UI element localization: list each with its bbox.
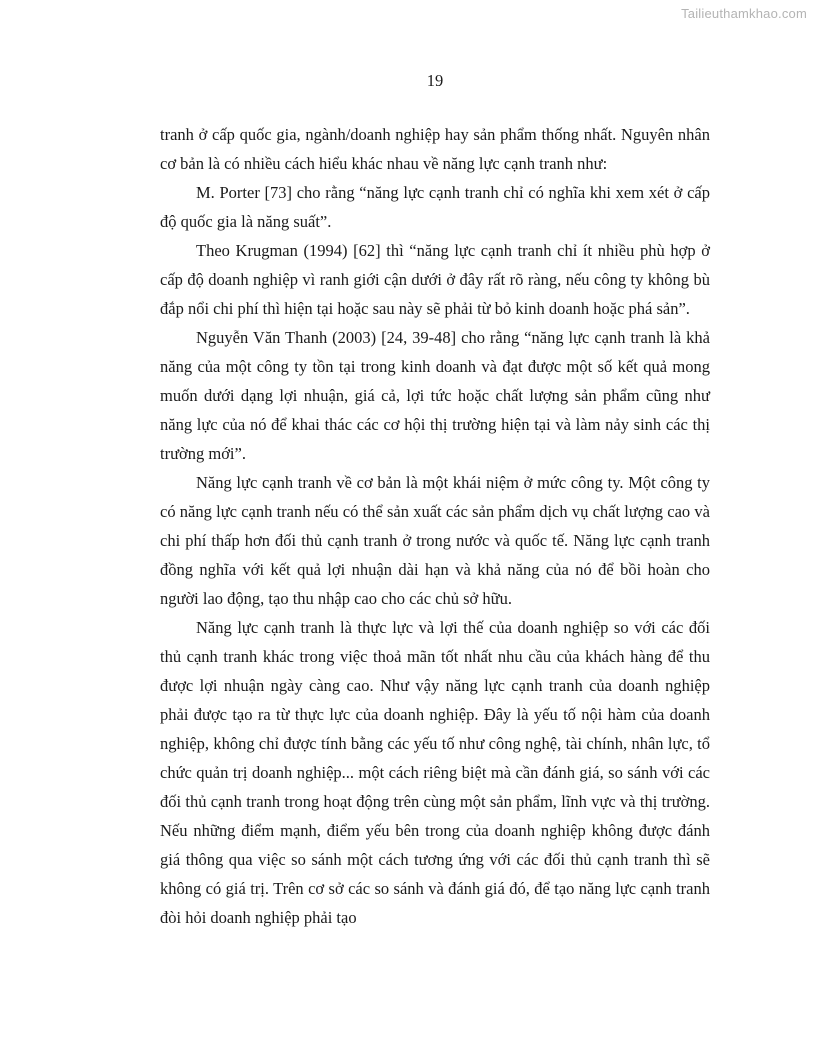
- paragraph-continuation: tranh ở cấp quốc gia, ngành/doanh nghiệp hay sản phẩm thống nhất. Nguyên nhân cơ bản là có nhiều cách hiểu khác nhau về năng lực cạnh tranh như:: [160, 125, 710, 173]
- page-number: 19: [426, 71, 444, 90]
- document-body: [160, 120, 710, 932]
- paragraph-strength-advantage: Năng lực cạnh tranh là thực lực và lợi thế của doanh nghiệp so với các đối thủ cạnh tranh khác trong việc thoả mãn tốt nhất nhu cầu của khách hàng để thu được lợi nhuận ngày càng cao. Như vậy năng lực cạnh tranh của doanh nghiệp phải được tạo ra từ thực lực của doanh nghiệp. Đây là yếu tố nội hàm của doanh nghiệp, không chỉ được tính bằng các yếu tố như công nghệ, tài chính, nhân lực, tổ chức quản trị doanh nghiệp... một cách riêng biệt mà cần đánh giá, so sánh với các đối thủ cạnh tranh trong hoạt động trên cùng một sản phẩm, lĩnh vực và thị trường. Nếu những điểm mạnh, điểm yếu bên trong của doanh nghiệp không được đánh giá thông qua việc so sánh một cách tương ứng với các đối thủ cạnh tranh thì sẽ không có giá trị. Trên cơ sở các so sánh và đánh giá đó, để tạo năng lực cạnh tranh đòi hỏi doanh nghiệp phải tạo: [160, 618, 710, 927]
- paragraph-porter: M. Porter [73] cho rằng “năng lực cạnh tranh chỉ có nghĩa khi xem xét ở cấp độ quốc gia là năng suất”.: [160, 183, 710, 231]
- paragraph-nguyen-van-thanh: Nguyễn Văn Thanh (2003) [24, 39-48] cho rằng “năng lực cạnh tranh là khả năng của một công ty tồn tại trong kinh doanh và đạt được một số kết quả mong muốn dưới dạng lợi nhuận, giá cả, lợi tức hoặc chất lượng sản phẩm cũng như năng lực của nó để khai thác các cơ hội thị trường hiện tại và làm nảy sinh các thị trường mới”.: [160, 328, 710, 463]
- paragraph-company-level: Năng lực cạnh tranh về cơ bản là một khái niệm ở mức công ty. Một công ty có năng lực cạnh tranh nếu có thể sản xuất các sản phẩm dịch vụ chất lượng cao và chi phí thấp hơn đối thủ cạnh tranh ở trong nước và quốc tế. Năng lực cạnh tranh đồng nghĩa với kết quả lợi nhuận dài hạn và khả năng của nó để bồi hoàn cho người lao động, tạo thu nhập cao cho các chủ sở hữu.: [160, 473, 710, 608]
- watermark: Tailieuthamkhao.com: [681, 6, 807, 21]
- paragraph-krugman: Theo Krugman (1994) [62] thì “năng lực cạnh tranh chỉ ít nhiều phù hợp ở cấp độ doanh nghiệp vì ranh giới cận dưới ở đây rất rõ ràng, nếu công ty không bù đắp nổi chi phí thì hiện tại hoặc sau này sẽ phải từ bỏ kinh doanh hoặc phá sản”.: [160, 241, 710, 318]
